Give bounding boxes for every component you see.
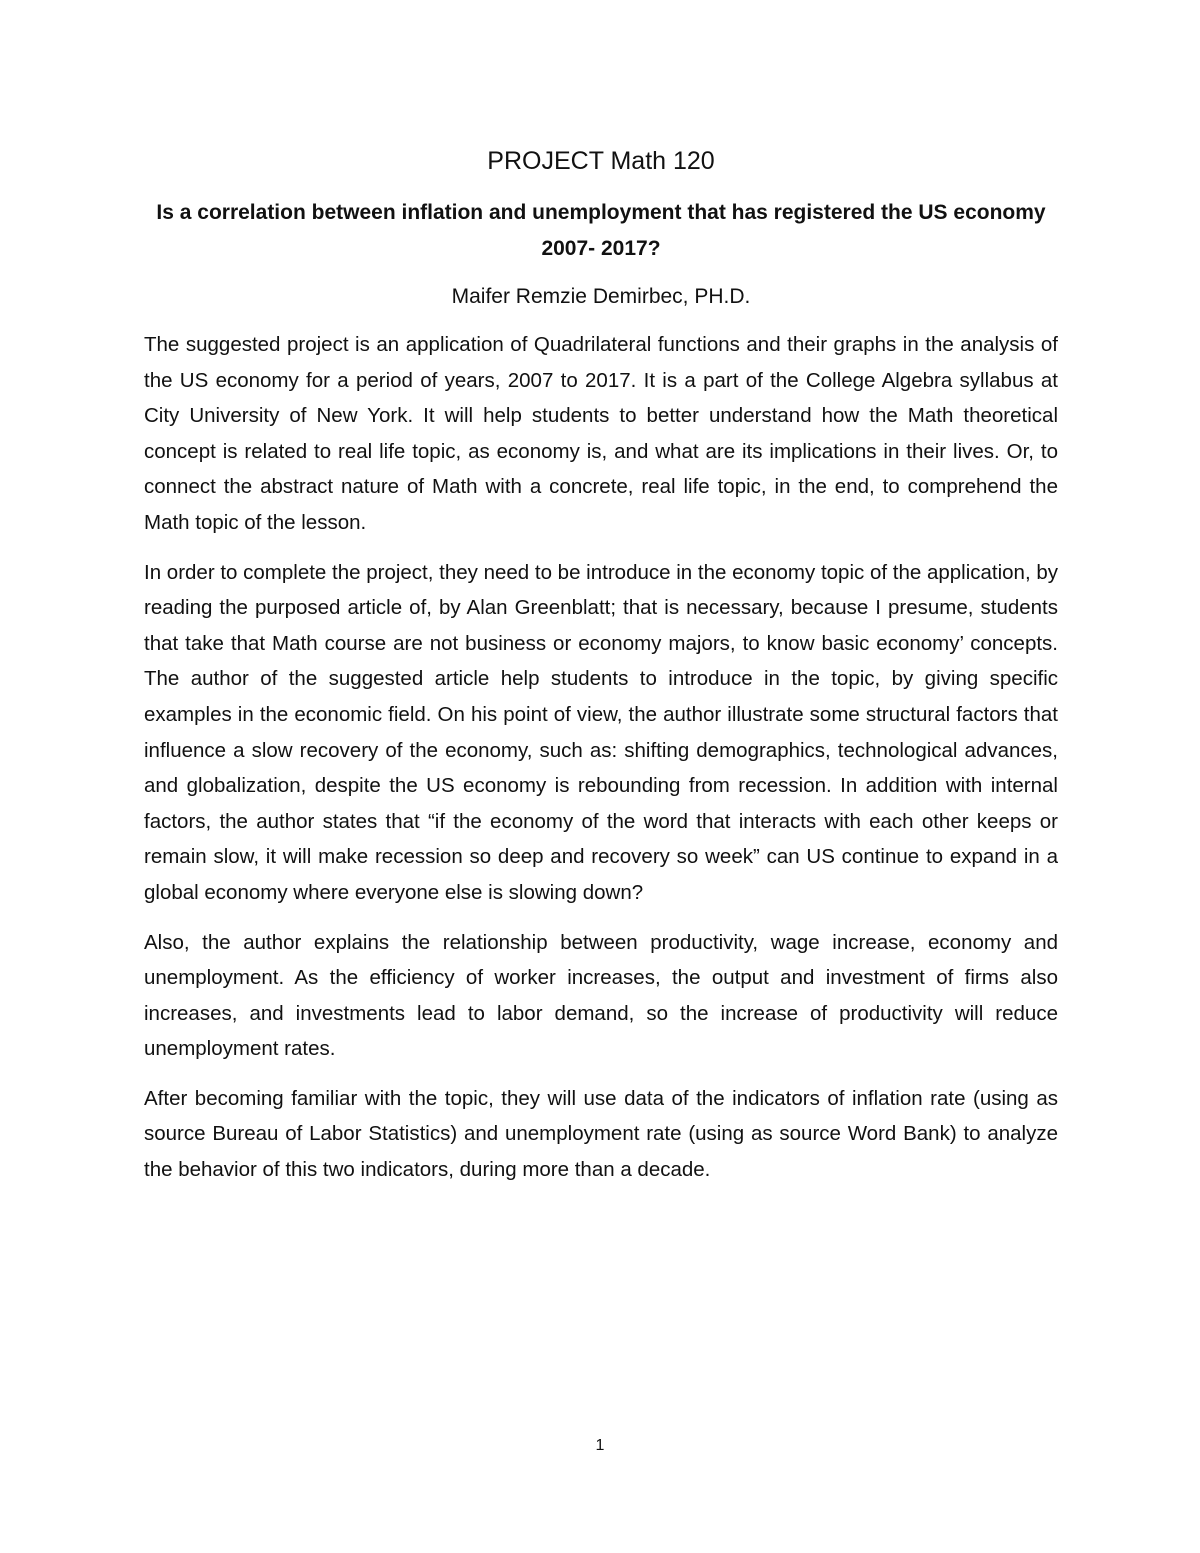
document-title: PROJECT Math 120: [487, 147, 715, 175]
document-author: Maifer Remzie Demirbec, PH.D.: [451, 285, 751, 308]
document-question: Is a correlation between inflation and unemployment that has registered the US economy 2007- 2017?: [156, 201, 1046, 260]
page-number: 1: [595, 1437, 605, 1454]
paragraph-productivity: Also, the author explains the relationship between productivity, wage increase, economy and unemployment. As the efficiency of worker increases, the output and investment of firms also increases, and investments lead to labor demand, so the increase of productivity will reduce unemployment rates.: [144, 930, 1058, 1061]
document-body: [144, 143, 1058, 1202]
paragraph-data-analysis: After becoming familiar with the topic, they will use data of the indicators of inflation rate (using as source Bureau of Labor Statistics) and unemployment rate (using as source Word Bank) to analyze the behavior of this two indicators, during more than a decade.: [144, 1086, 1058, 1182]
paragraph-article-summary: In order to complete the project, they need to be introduce in the economy topic of the application, by reading the purposed article of, by Alan Greenblatt; that is necessary, because I presume, students that take that Math course are not business or economy majors, to know basic economy’ concepts. The author of the suggested article help students to introduce in the topic, by giving specific examples in the economic field. On his point of view, the author illustrate some structural factors that influence a slow recovery of the economy, such as: shifting demographics, technological advances, and globalization, despite the US economy is rebounding from recession. In addition with internal factors, the author states that “if the economy of the word that interacts with each other keeps or remain slow, it will make recession so deep and recovery so week” can US continue to expand in a global economy where everyone else is slowing down?: [144, 560, 1058, 904]
paragraph-intro: The suggested project is an application of Quadrilateral functions and their graphs in the analysis of the US economy for a period of years, 2007 to 2017. It is a part of the College Algebra syllabus at City University of New York. It will help students to better understand how the Math theoretical concept is related to real life topic, as economy is, and what are its implications in their lives. Or, to connect the abstract nature of Math with a concrete, real life topic, in the end, to comprehend the Math topic of the lesson.: [144, 333, 1058, 534]
